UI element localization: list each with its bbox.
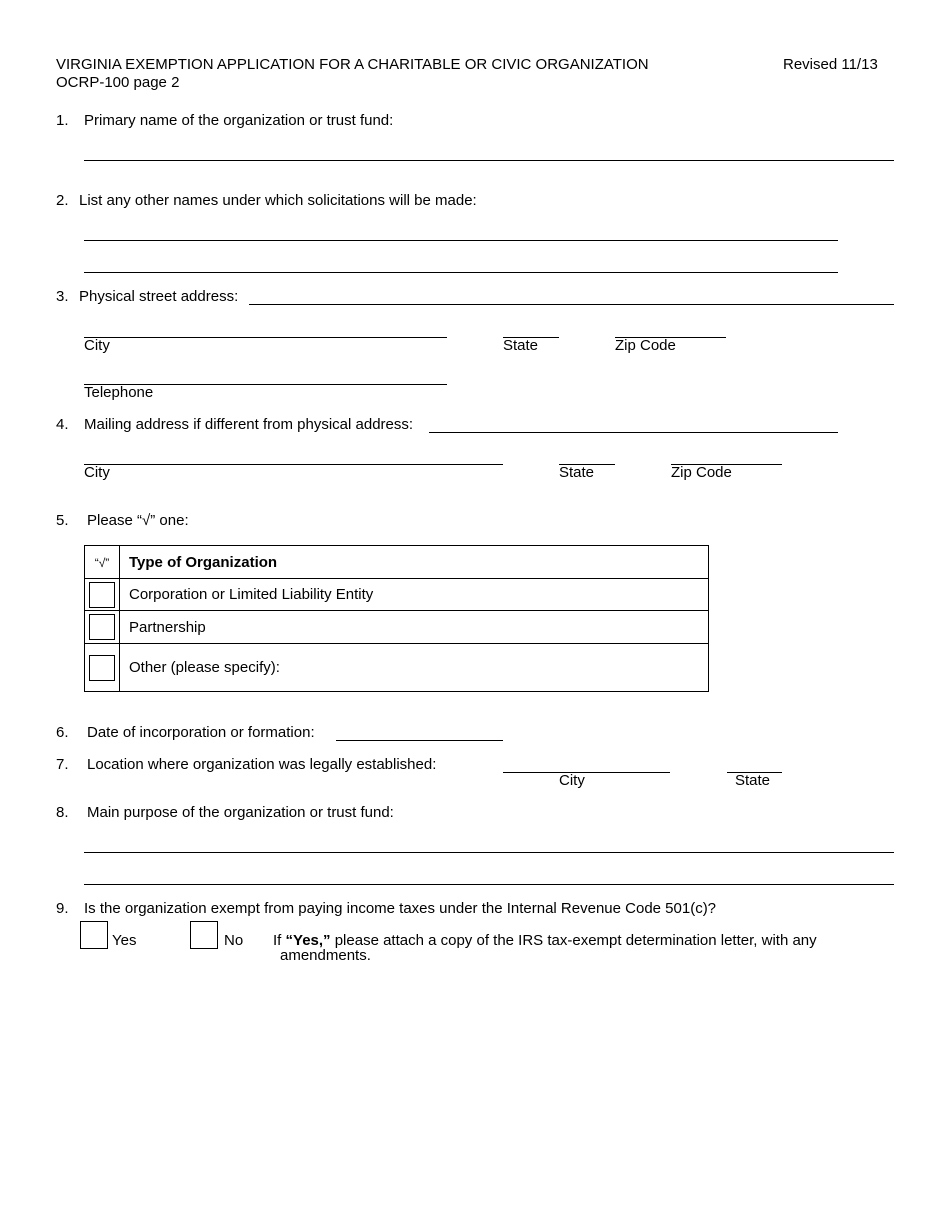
- partnership-option-label: Partnership: [120, 611, 709, 644]
- corporation-option-label: Corporation or Limited Liability Entity: [120, 579, 709, 611]
- q2-number: 2.: [56, 192, 69, 209]
- partnership-checkbox[interactable]: [89, 614, 115, 640]
- q4-state-caption: State: [559, 464, 595, 481]
- org-table-header-row: [85, 546, 709, 579]
- q1-label: Primary name of the organization or trust fund:: [84, 112, 394, 129]
- org-option-row: [85, 644, 709, 692]
- q9-note-yes: “Yes,”: [285, 932, 331, 949]
- organization-type-table: [84, 545, 709, 692]
- q3-zip-caption: Zip Code: [615, 337, 676, 354]
- q8-number: 8.: [56, 804, 69, 821]
- q6-label: Date of incorporation or formation:: [87, 724, 315, 741]
- q7-number: 7.: [56, 756, 69, 773]
- q9-number: 9.: [56, 900, 69, 917]
- q2-other-names-field-1[interactable]: [84, 240, 838, 241]
- q9-note-text: please attach a copy of the IRS tax-exempt determination letter, with any: [330, 932, 817, 949]
- q3-city-caption: City: [84, 337, 110, 354]
- q3-city-field[interactable]: [84, 337, 447, 338]
- q5-number: 5.: [56, 512, 69, 529]
- q4-label: Mailing address if different from physical address:: [84, 416, 414, 433]
- q7-label: Location where organization was legally established:: [87, 756, 437, 773]
- q3-number: 3.: [56, 288, 69, 305]
- type-header-text: Type of Organization: [129, 553, 278, 571]
- q3-label: Physical street address:: [79, 288, 239, 305]
- q4-number: 4.: [56, 416, 69, 433]
- q7-state-caption: State: [735, 772, 771, 789]
- form-title: VIRGINIA EXEMPTION APPLICATION FOR A CHARITABLE OR CIVIC ORGANIZATION: [56, 56, 649, 73]
- q9-yes-label: Yes: [112, 932, 137, 949]
- check-header-text: “√”: [94, 555, 110, 570]
- form-id: OCRP-100 page 2: [56, 74, 180, 91]
- q9-note-continued: amendments.: [280, 947, 371, 964]
- q8-label: Main purpose of the organization or trust fund:: [87, 804, 394, 821]
- q3-state-caption: State: [503, 337, 539, 354]
- q7-city-caption: City: [559, 772, 585, 789]
- q1-name-field[interactable]: [84, 160, 894, 161]
- q9-yes-checkbox[interactable]: [80, 921, 108, 949]
- org-option-row: [85, 579, 709, 611]
- q4-mailing-address-field[interactable]: [429, 432, 838, 433]
- other-checkbox[interactable]: [89, 655, 115, 681]
- check-column-header: [85, 546, 120, 579]
- other-option-label[interactable]: Other (please specify):: [120, 644, 709, 692]
- q2-label: List any other names under which solicitations will be made:: [79, 192, 477, 209]
- q3-street-address-field[interactable]: [249, 304, 894, 305]
- q9-no-checkbox[interactable]: [190, 921, 218, 949]
- q4-city-field[interactable]: [84, 464, 503, 465]
- q9-label: Is the organization exempt from paying income taxes under the Internal Revenue Code 501(c)?: [84, 900, 717, 917]
- q8-purpose-field-1[interactable]: [84, 852, 894, 853]
- q7-city-field[interactable]: [503, 772, 670, 773]
- q9-no-label: No: [224, 932, 244, 949]
- q9-note-prefix: If: [273, 932, 286, 949]
- corporation-checkbox[interactable]: [89, 582, 115, 608]
- q6-number: 6.: [56, 724, 69, 741]
- q4-zip-caption: Zip Code: [671, 464, 732, 481]
- q2-other-names-field-2[interactable]: [84, 272, 838, 273]
- q6-date-field[interactable]: [336, 740, 503, 741]
- revised-date: Revised 11/13: [783, 56, 878, 73]
- q8-purpose-field-2[interactable]: [84, 884, 894, 885]
- org-option-row: [85, 611, 709, 644]
- q1-number: 1.: [56, 112, 69, 129]
- type-column-header: [120, 546, 709, 579]
- q5-label: Please “√” one:: [87, 512, 189, 529]
- q3-telephone-caption: Telephone: [84, 384, 154, 401]
- q4-city-caption: City: [84, 464, 110, 481]
